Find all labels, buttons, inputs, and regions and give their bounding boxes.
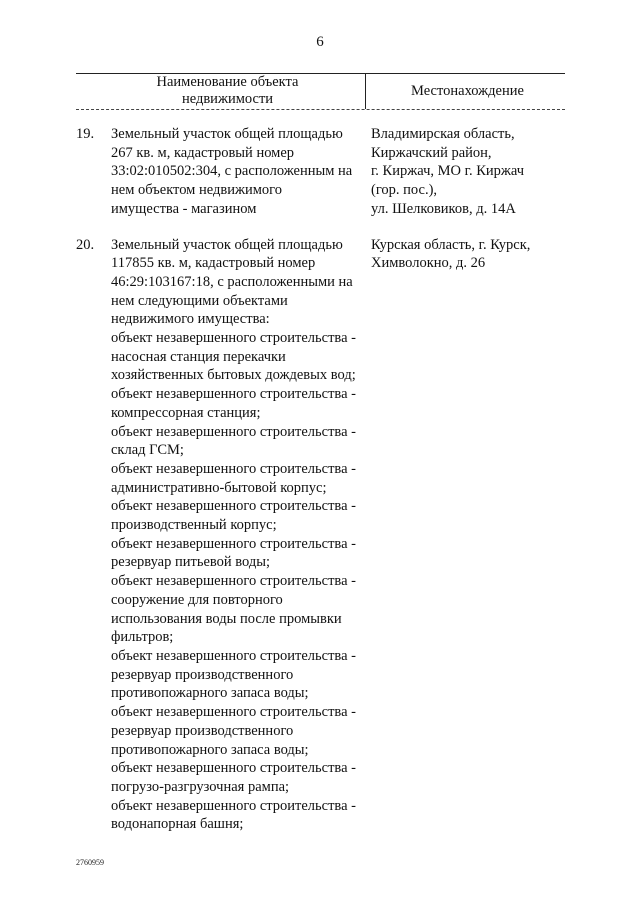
location-line: Киржачский район,: [371, 144, 492, 161]
location-line: (гор. пос.),: [371, 182, 438, 199]
description-line: 33:02:010502:304, с расположенным на: [111, 163, 353, 180]
description-line: резервуар питьевой воды;: [111, 554, 271, 571]
property-description: [111, 236, 371, 835]
description-line: хозяйственных бытовых дождевых вод;: [111, 367, 356, 384]
table-row: [76, 236, 565, 835]
column-header-name: [100, 74, 355, 108]
location-line: Курская область, г. Курск,: [371, 236, 531, 253]
table-header-bottom-rule: [76, 109, 565, 110]
description-line: административно-бытовой корпус;: [111, 479, 327, 496]
description-line: объект незавершенного строительства -: [111, 386, 356, 403]
property-location: [371, 236, 561, 273]
location-line: ул. Шелковиков, д. 14А: [371, 200, 516, 217]
description-line: имущества - магазином: [111, 200, 257, 217]
header-name-line: Наименование объекта: [156, 74, 299, 90]
row-number: 19.: [76, 126, 95, 142]
description-line: объект незавершенного строительства -: [111, 760, 356, 777]
column-header-location: Местонахождение: [411, 83, 524, 99]
description-line: 267 кв. м, кадастровый номер: [111, 144, 295, 161]
description-line: объект незавершенного строительства -: [111, 573, 356, 590]
description-line: противопожарного запаса воды;: [111, 685, 309, 702]
property-location: [371, 125, 561, 219]
description-line: объект незавершенного строительства -: [111, 797, 356, 814]
description-line: водонапорная башня;: [111, 816, 244, 833]
description-line: нем следующими объектами: [111, 292, 288, 309]
description-line: объект незавершенного строительства -: [111, 460, 356, 477]
table-body: [76, 125, 565, 851]
description-line: резервуар производственного: [111, 666, 294, 683]
header-name-line: недвижимости: [181, 91, 274, 107]
description-line: нем объектом недвижимого: [111, 182, 282, 199]
description-line: объект незавершенного строительства -: [111, 423, 356, 440]
description-line: погрузо-разгрузочная рампа;: [111, 778, 290, 795]
column-divider: [365, 73, 366, 109]
description-line: объект незавершенного строительства -: [111, 498, 356, 515]
document-code: 2760959: [76, 858, 104, 867]
description-line: недвижимого имущества:: [111, 311, 270, 328]
row-number: 20.: [76, 236, 95, 253]
description-line: объект незавершенного строительства -: [111, 330, 356, 347]
description-line: склад ГСМ;: [111, 442, 184, 459]
location-line: Владимирская область,: [371, 126, 515, 142]
description-line: объект незавершенного строительства -: [111, 535, 356, 552]
description-line: 46:29:103167:18, с расположенными на: [111, 273, 353, 290]
description-line: Земельный участок общей площадью: [111, 236, 343, 253]
description-line: Земельный участок общей площадью: [111, 126, 343, 142]
page-number: 6: [316, 34, 324, 50]
location-line: Химволокно, д. 26: [371, 255, 486, 272]
description-line: насосная станция перекачки: [111, 348, 286, 365]
description-line: компрессорная станция;: [111, 404, 261, 421]
location-line: г. Киржач, МО г. Киржач: [371, 163, 525, 180]
description-line: объект незавершенного строительства -: [111, 647, 356, 664]
description-line: сооружение для повторного: [111, 591, 283, 608]
description-line: фильтров;: [111, 629, 174, 646]
description-line: производственный корпус;: [111, 517, 277, 534]
description-line: противопожарного запаса воды;: [111, 741, 309, 758]
property-description: [111, 125, 371, 219]
description-line: резервуар производственного: [111, 722, 294, 739]
table-row: [76, 125, 565, 219]
description-line: объект незавершенного строительства -: [111, 704, 356, 721]
description-line: 117855 кв. м, кадастровый номер: [111, 255, 316, 272]
description-line: использования воды после промывки: [111, 610, 342, 627]
